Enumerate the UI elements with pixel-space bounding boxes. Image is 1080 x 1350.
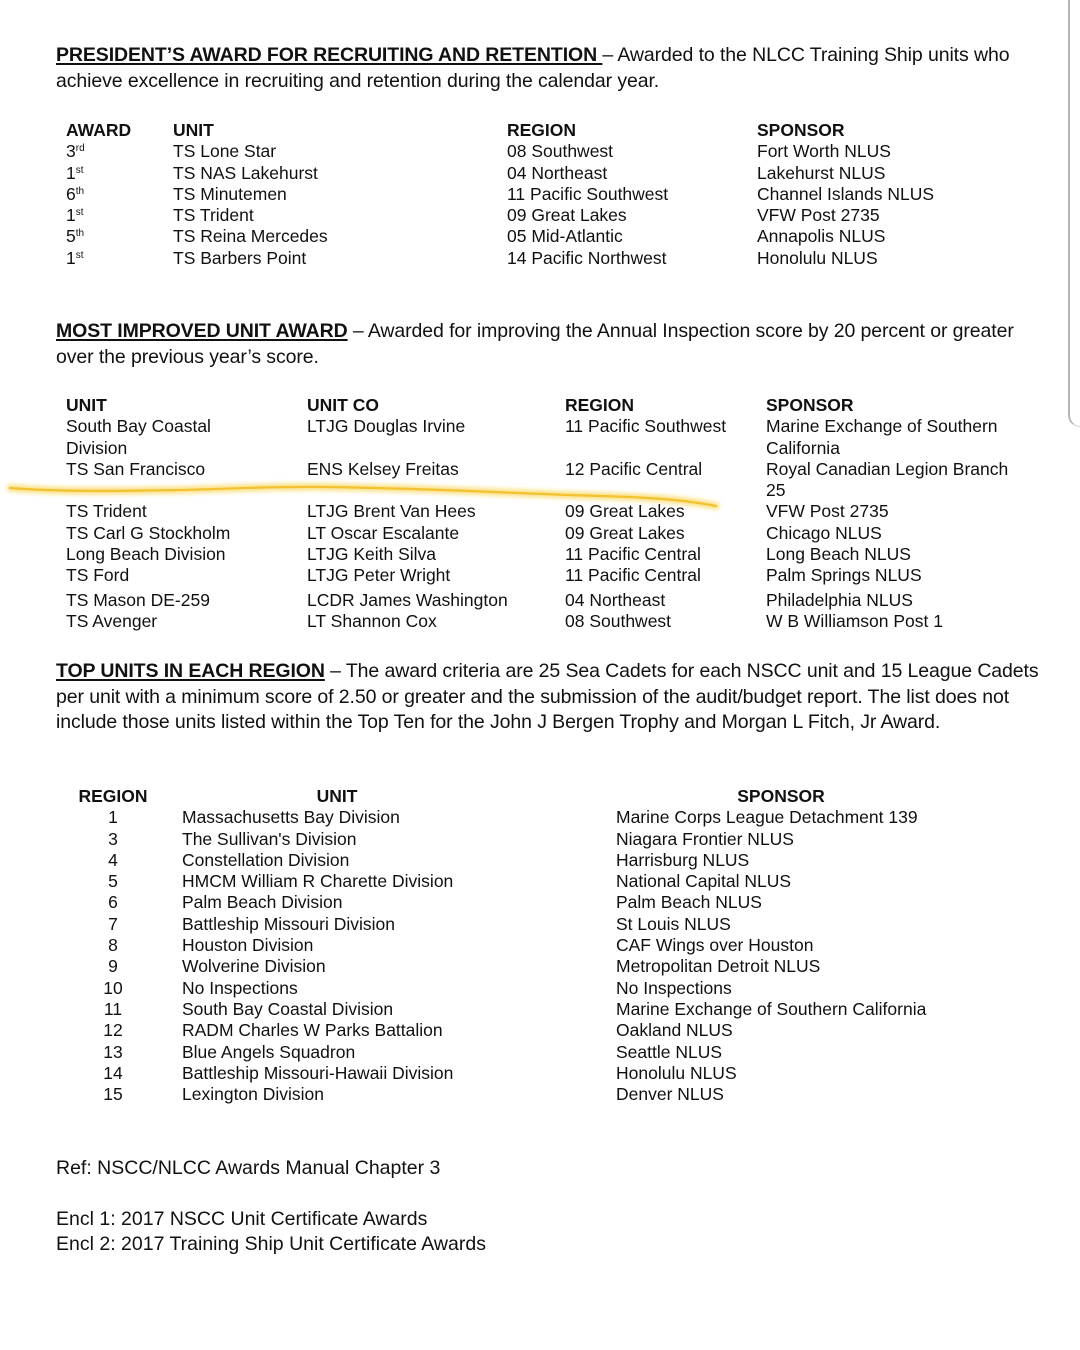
column-header: SPONSOR <box>766 395 854 415</box>
presidents-award-paragraph <box>56 43 1066 94</box>
column-header: UNIT <box>66 395 107 415</box>
region-cell: 13 <box>103 1041 123 1062</box>
presidents-award-heading: PRESIDENT’S AWARD FOR RECRUITING AND RETENTION <box>56 44 603 66</box>
sponsor-cell: Fort Worth NLUS <box>757 141 891 162</box>
region-cell: 15 <box>103 1084 123 1105</box>
unit-cell: Long Beach Division <box>66 544 226 565</box>
column-header: UNIT <box>316 786 358 806</box>
unit-cell: Palm Beach Division <box>182 892 343 913</box>
sponsor-cell: St Louis NLUS <box>616 913 731 934</box>
region-cell: 14 Pacific Northwest <box>507 247 667 268</box>
unit-cell: No Inspections <box>182 977 298 998</box>
co-cell: LTJG Peter Wright <box>307 565 451 586</box>
sponsor-cell: VFW Post 2735 <box>757 205 880 226</box>
sponsor-cell: CAF Wings over Houston <box>616 935 814 956</box>
region-cell: 04 Northeast <box>565 589 666 610</box>
sponsor-cell: VFW Post 2735 <box>766 501 889 522</box>
unit-cell: TS Reina Mercedes <box>173 226 328 247</box>
presidents-award-description: – Awarded to the NLCC Training Ship units who achieve excellence in recruiting and retention during the calendar year. <box>56 44 1010 92</box>
region-cell: 11 Pacific Central <box>565 544 701 565</box>
top-units-heading: TOP UNITS IN EACH REGION <box>56 660 325 682</box>
enclosure-2: Encl 2: 2017 Training Ship Unit Certificate Awards <box>56 1233 486 1255</box>
unit-cell: Blue Angels Squadron <box>182 1041 356 1062</box>
unit-co-column <box>307 395 508 632</box>
unit-cell: TS Mason DE-259 <box>66 589 210 610</box>
sponsor-cell: Palm Springs NLUS <box>766 565 922 586</box>
region-cell: 9 <box>108 956 118 977</box>
region-cell: 6 <box>108 892 118 913</box>
award-cell: 1st <box>66 162 84 183</box>
unit-cell: Battleship Missouri-Hawaii Division <box>182 1062 454 1083</box>
enclosure-1: Encl 1: 2017 NSCC Unit Certificate Awards <box>56 1208 428 1230</box>
region-cell: 11 <box>103 998 123 1019</box>
sponsor-cell: Marine Corps League Detachment 139 <box>616 807 918 828</box>
sponsor-cell: Honolulu NLUS <box>757 247 878 268</box>
sponsor-cell: Metropolitan Detroit NLUS <box>616 956 821 977</box>
sponsor-cell: National Capital NLUS <box>616 871 792 892</box>
sponsor-cell: Marine Exchange of Southern <box>766 416 998 437</box>
region-cell: 09 Great Lakes <box>507 205 627 226</box>
sponsor-cell: Marine Exchange of Southern California <box>616 998 927 1019</box>
region-cell: 1 <box>108 807 118 828</box>
scrollbar[interactable] <box>1068 0 1080 427</box>
sponsor-cell: Oakland NLUS <box>616 1020 733 1041</box>
region-cell: 08 Southwest <box>507 141 614 162</box>
unit-cell: TS Lone Star <box>173 141 277 162</box>
co-cell: LT Shannon Cox <box>307 610 437 631</box>
region-cell: 5 <box>108 871 118 892</box>
region-column <box>507 120 668 269</box>
region-cell: 11 Pacific Southwest <box>507 183 669 204</box>
unit-cell: RADM Charles W Parks Battalion <box>182 1020 443 1041</box>
unit-cell: TS Barbers Point <box>173 247 307 268</box>
region-cell: 05 Mid-Atlantic <box>507 226 623 247</box>
award-column <box>66 120 131 269</box>
sponsor-column <box>757 120 934 269</box>
sponsor-cell: Annapolis NLUS <box>757 226 886 247</box>
unit-cell: South Bay Coastal <box>66 416 211 437</box>
co-cell: LTJG Douglas Irvine <box>307 416 466 437</box>
co-cell: LTJG Brent Van Hees <box>307 501 476 522</box>
region-cell: 3 <box>108 828 118 849</box>
sponsor-cell: Harrisburg NLUS <box>616 849 750 870</box>
sponsor-cell: Palm Beach NLUS <box>616 892 762 913</box>
sponsor-column <box>766 395 1008 632</box>
sponsor-cell-continued: California <box>766 437 840 458</box>
column-header: UNIT <box>173 120 214 140</box>
unit-cell: TS San Francisco <box>66 458 206 479</box>
region-cell: 12 Pacific Central <box>565 458 703 479</box>
unit-column <box>182 786 492 1105</box>
sponsor-cell: Royal Canadian Legion Branch <box>766 458 1009 479</box>
region-cell: 04 Northeast <box>507 162 608 183</box>
sponsor-cell: Seattle NLUS <box>616 1041 723 1062</box>
unit-cell: Wolverine Division <box>182 956 326 977</box>
award-cell: 1st <box>66 205 84 226</box>
unit-column <box>173 120 328 269</box>
region-column <box>76 786 150 1105</box>
unit-cell: TS Minutemen <box>173 183 287 204</box>
unit-cell: TS Avenger <box>66 610 158 631</box>
co-cell: ENS Kelsey Freitas <box>307 458 459 479</box>
sponsor-cell: Chicago NLUS <box>766 522 882 543</box>
region-cell: 12 <box>103 1020 123 1041</box>
unit-cell: Constellation Division <box>182 849 350 870</box>
unit-cell: TS Trident <box>173 205 254 226</box>
sponsor-cell: W B Williamson Post 1 <box>766 610 943 631</box>
unit-cell: Lexington Division <box>182 1084 325 1105</box>
region-cell: 11 Pacific Central <box>565 565 701 586</box>
column-header: REGION <box>565 395 635 415</box>
column-header: UNIT CO <box>307 395 379 415</box>
sponsor-cell: Channel Islands NLUS <box>757 183 935 204</box>
region-column <box>565 395 726 632</box>
co-cell: LTJG Keith Silva <box>307 544 437 565</box>
column-header: SPONSOR <box>757 120 845 140</box>
region-cell: 10 <box>103 977 123 998</box>
column-header: REGION <box>78 786 148 806</box>
column-header: SPONSOR <box>737 786 825 806</box>
award-cell: 5th <box>66 226 85 247</box>
region-cell: 14 <box>103 1062 123 1083</box>
region-cell: 09 Great Lakes <box>565 501 685 522</box>
region-cell: 11 Pacific Southwest <box>565 416 727 437</box>
region-cell: 8 <box>108 935 118 956</box>
sponsor-column <box>616 786 946 1105</box>
unit-cell: TS Carl G Stockholm <box>66 522 231 543</box>
award-cell: 6th <box>66 183 85 204</box>
column-header: AWARD <box>66 120 132 140</box>
reference-line: Ref: NSCC/NLCC Awards Manual Chapter 3 <box>56 1157 441 1179</box>
top-units-paragraph <box>56 659 1066 736</box>
region-cell: 7 <box>108 913 118 934</box>
unit-cell: TS NAS Lakehurst <box>173 162 318 183</box>
unit-cell: Massachusetts Bay Division <box>182 807 400 828</box>
unit-cell: Houston Division <box>182 935 314 956</box>
unit-cell: South Bay Coastal Division <box>182 998 394 1019</box>
award-cell: 3rd <box>66 141 85 162</box>
co-cell: LCDR James Washington <box>307 589 508 610</box>
column-header: REGION <box>507 120 577 140</box>
sponsor-cell: Lakehurst NLUS <box>757 162 886 183</box>
most-improved-paragraph <box>56 319 1036 370</box>
sponsor-cell: Denver NLUS <box>616 1084 724 1105</box>
sponsor-cell: Niagara Frontier NLUS <box>616 828 794 849</box>
presidents-award-table <box>66 120 1026 270</box>
top-units-table <box>66 786 966 1106</box>
sponsor-cell: Philadelphia NLUS <box>766 589 913 610</box>
unit-cell: TS Ford <box>66 565 130 586</box>
unit-cell: TS Trident <box>66 501 147 522</box>
unit-cell: The Sullivan's Division <box>182 828 357 849</box>
unit-cell: HMCM William R Charette Division <box>182 871 454 892</box>
co-cell: LT Oscar Escalante <box>307 522 460 543</box>
region-cell: 09 Great Lakes <box>565 522 685 543</box>
top-units-description: – The award criteria are 25 Sea Cadets for each NSCC unit and 15 League Cadets per unit with a minimum score of 2.50 or greater and the submission of the audit/budget report. The list does not include those units listed within the Top Ten for the John J Bergen Trophy and Morgan L Fitch, Jr Award. <box>56 660 1039 733</box>
sponsor-cell: Long Beach NLUS <box>766 544 911 565</box>
award-cell: 1st <box>66 247 84 268</box>
sponsor-cell: Honolulu NLUS <box>616 1062 737 1083</box>
most-improved-heading: MOST IMPROVED UNIT AWARD <box>56 320 348 342</box>
sponsor-cell: No Inspections <box>616 977 732 998</box>
sponsor-cell-continued: 25 <box>766 480 786 501</box>
region-cell: 4 <box>108 849 118 870</box>
unit-cell: Battleship Missouri Division <box>182 913 395 934</box>
unit-cell-continued: Division <box>66 437 128 458</box>
region-cell: 08 Southwest <box>565 610 672 631</box>
unit-column <box>66 395 230 632</box>
most-improved-description: – Awarded for improving the Annual Inspection score by 20 percent or greater over the previous year’s score. <box>56 320 1014 368</box>
most-improved-table <box>66 395 1046 640</box>
